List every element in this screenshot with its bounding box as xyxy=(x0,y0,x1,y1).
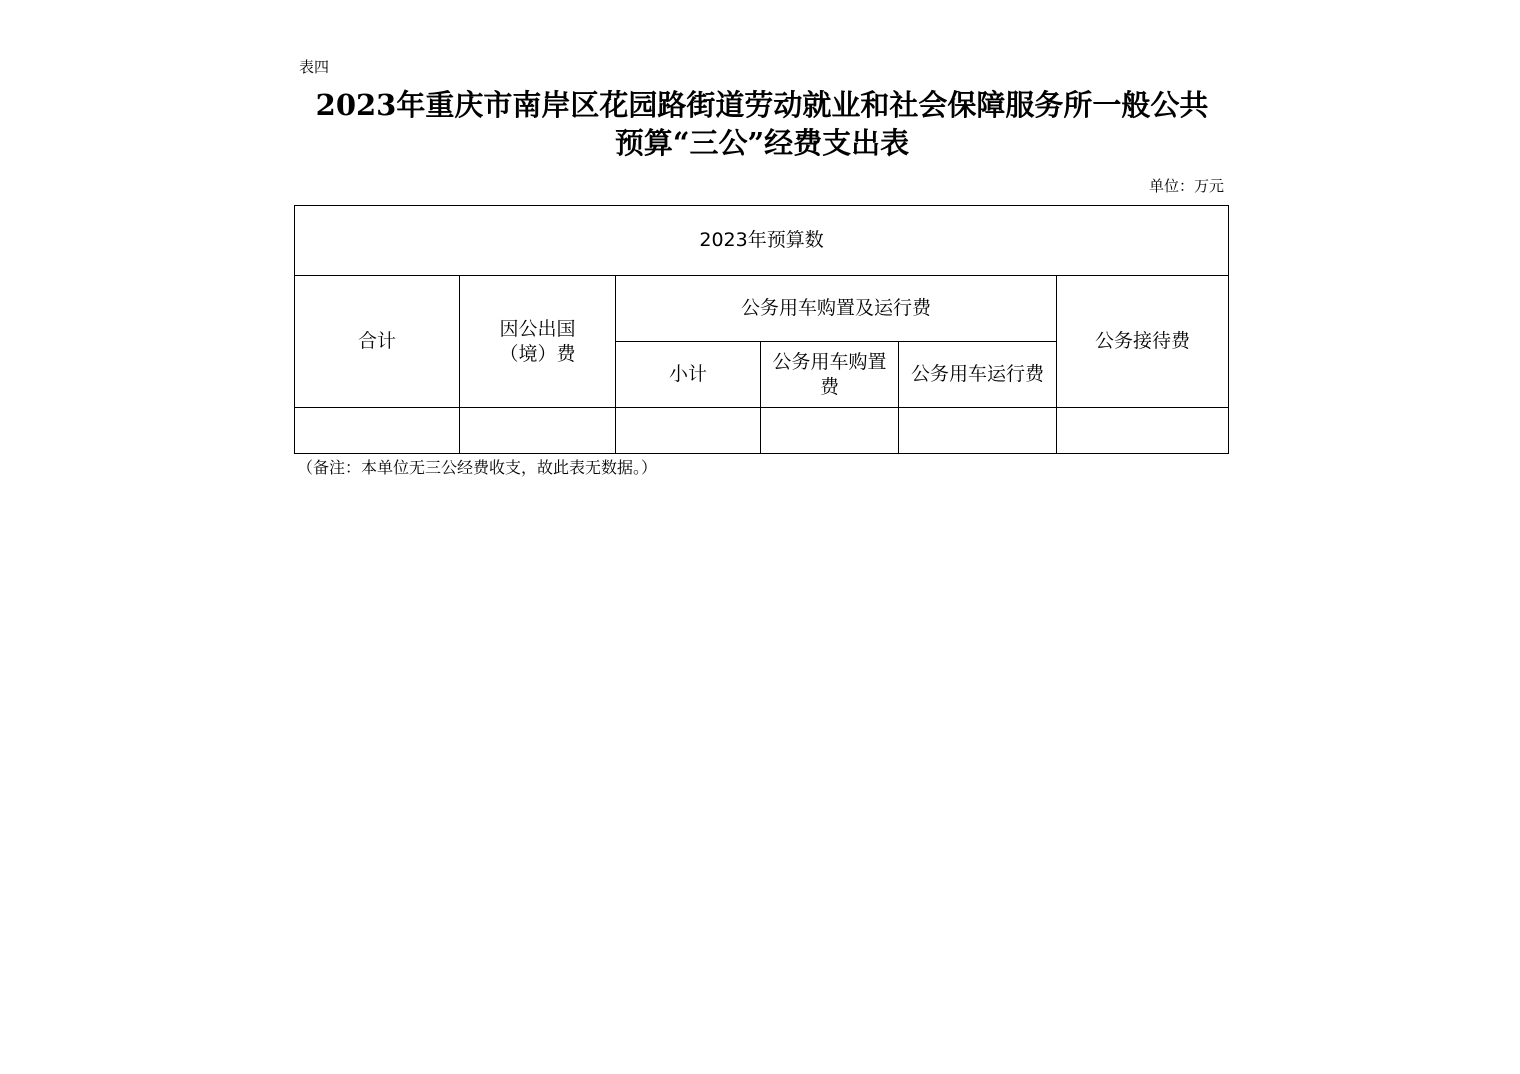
vehicle-purchase-header xyxy=(761,342,899,408)
remark-note: （备注：本单位无三公经费收支，故此表无数据。） xyxy=(297,458,658,477)
overseas-travel-header-line-2: （境）费 xyxy=(499,342,576,365)
table-cell-vehicle-subtotal xyxy=(616,408,761,454)
document-title xyxy=(290,86,1234,162)
table-cell-reception xyxy=(1057,408,1229,454)
vehicle-group-header: 公务用车购置及运行费 xyxy=(616,276,1057,342)
group-header-row xyxy=(295,206,1229,276)
table-cell-vehicle-operation xyxy=(899,408,1057,454)
total-header: 合计 xyxy=(295,276,460,408)
header-row-1 xyxy=(295,276,1229,342)
table-cell-total xyxy=(295,408,460,454)
table-cell-overseas xyxy=(460,408,616,454)
three-public-expenses-table xyxy=(294,205,1229,454)
vehicle-purchase-header-line-2: 费 xyxy=(819,375,839,398)
unit-label: 单位：万元 xyxy=(1148,177,1224,195)
table-cell-vehicle-purchase xyxy=(761,408,899,454)
title-line-1: 2023年重庆市南岸区花园路街道劳动就业和社会保障服务所一般公共 xyxy=(315,88,1209,122)
vehicle-subtotal-header: 小计 xyxy=(616,342,761,408)
budget-year-header: 2023年预算数 xyxy=(295,206,1229,276)
overseas-travel-header xyxy=(460,276,616,408)
reception-header: 公务接待费 xyxy=(1057,276,1229,408)
title-line-2: 预算“三公”经费支出表 xyxy=(614,126,910,160)
table-row xyxy=(295,408,1229,454)
vehicle-purchase-header-line-1: 公务用车购置 xyxy=(772,350,887,373)
overseas-travel-header-line-1: 因公出国 xyxy=(499,317,576,340)
vehicle-operation-header: 公务用车运行费 xyxy=(899,342,1057,408)
table-number-label: 表四 xyxy=(299,58,330,76)
